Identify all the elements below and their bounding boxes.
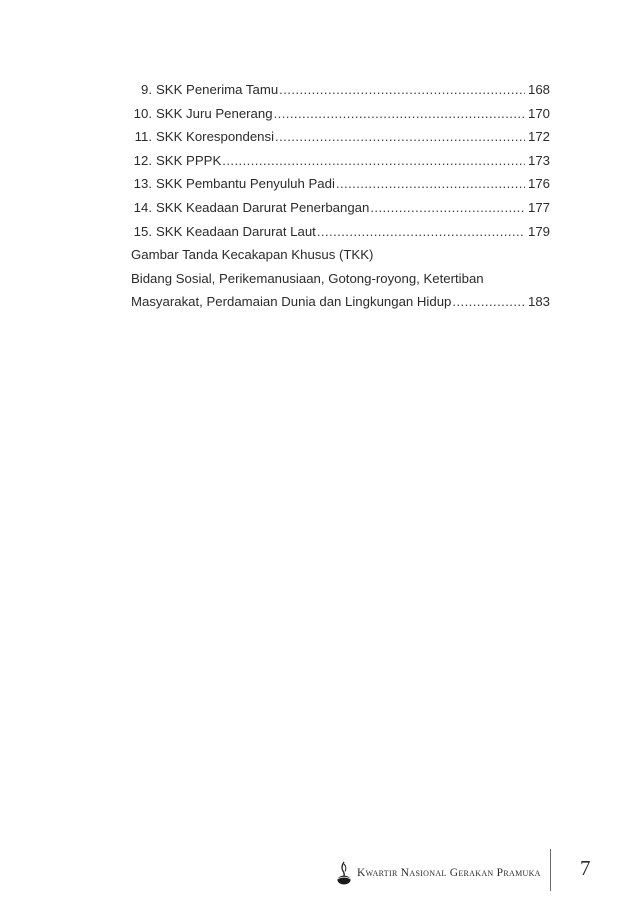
toc-entry-15[interactable] — [131, 220, 550, 244]
toc-entry-12[interactable] — [131, 149, 550, 173]
toc-entry-number: 13. — [133, 176, 152, 192]
table-of-contents — [131, 78, 550, 314]
toc-leader-dots — [317, 220, 525, 244]
toc-entry-14[interactable] — [131, 196, 550, 220]
toc-subheading-line-1[interactable] — [131, 267, 550, 291]
toc-entry-page: 173 — [527, 152, 550, 168]
toc-entry-number: 10. — [133, 105, 152, 121]
toc-entry-number: 9. — [141, 82, 152, 97]
toc-entry-13[interactable] — [131, 172, 550, 196]
toc-entry-title: SKK Penerima Tamu — [156, 82, 279, 97]
toc-entry-title: SKK Keadaan Darurat Laut — [156, 223, 316, 239]
toc-entry-title: SKK Keadaan Darurat Penerbangan — [156, 199, 370, 215]
tunas-kelapa-icon — [335, 860, 353, 886]
toc-entry-page: 168 — [527, 82, 550, 97]
toc-subheading-line-2[interactable] — [131, 290, 550, 314]
toc-leader-dots — [370, 196, 525, 220]
toc-subheading-text: Bidang Sosial, Perikemanusiaan, Gotong-royong, Ketertiban — [131, 270, 484, 286]
toc-entry-title: SKK Pembantu Penyuluh Padi — [156, 176, 335, 192]
publisher-name: Kwartir Nasional Gerakan Pramuka — [357, 867, 541, 879]
page-number: 7 — [580, 856, 591, 880]
toc-leader-dots — [275, 125, 525, 149]
toc-entry-page: 179 — [527, 223, 550, 239]
toc-entry-title: SKK Juru Penerang — [156, 105, 273, 121]
toc-entry-number: 12. — [133, 152, 152, 168]
toc-leader-dots — [336, 172, 525, 196]
toc-leader-dots — [222, 149, 525, 173]
toc-entry-page: 172 — [527, 129, 550, 145]
toc-entry-page: 176 — [527, 176, 550, 192]
toc-leader-dots — [452, 290, 525, 314]
toc-entry-number: 11. — [134, 129, 152, 145]
toc-entry-page: 170 — [527, 105, 550, 121]
toc-entry-10[interactable] — [131, 102, 550, 126]
toc-entry-page: 177 — [527, 199, 550, 215]
toc-leader-dots — [279, 78, 525, 102]
toc-entry-title: SKK Korespondensi — [156, 129, 275, 145]
toc-entry-9[interactable] — [131, 78, 550, 102]
toc-subheading-text: Masyarakat, Perdamaian Dunia dan Lingkungan Hidup — [131, 294, 452, 310]
toc-entry-number: 14. — [133, 199, 152, 215]
toc-heading-title: Gambar Tanda Kecakapan Khusus (TKK) — [131, 247, 374, 263]
toc-entry-number: 15. — [133, 223, 152, 239]
toc-entry-title: SKK PPPK — [156, 152, 222, 168]
footer-divider — [550, 849, 551, 891]
page-footer — [335, 859, 550, 887]
toc-entry-page: 183 — [527, 294, 550, 310]
toc-entry-11[interactable] — [131, 125, 550, 149]
toc-section-heading[interactable] — [131, 243, 550, 267]
toc-leader-dots — [274, 102, 525, 126]
